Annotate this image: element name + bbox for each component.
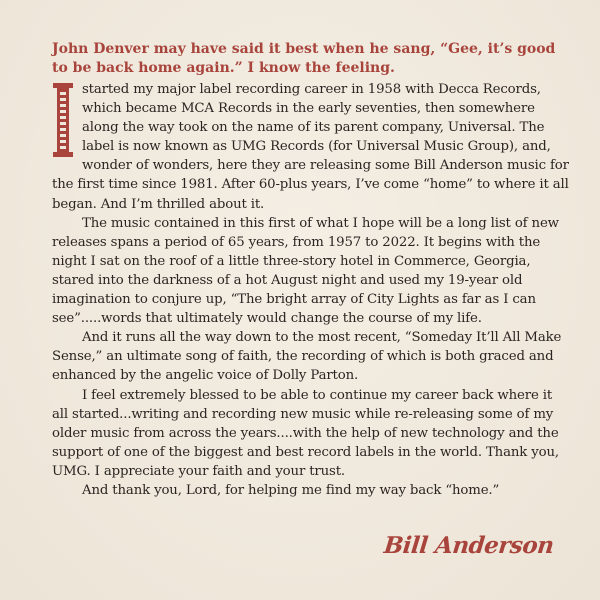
dropcap-ornament-icon: [52, 83, 74, 157]
paragraph-4: I feel extremely blessed to be able to continue my career back where it all started...writing and recording new music while re-releasing some of my older music from across the years....with the help of new technology and the support of one of the biggest and best record labels in the world. Thank you, UMG. I appreciate your faith and your trust.: [52, 387, 559, 479]
paragraph-1-text: started my major label recording career in 1958 with Decca Records, which became MCA Records in the early seventies, then somewhere along the way took on the name of its parent company, Universal. The label is now known as UMG Records (for Universal Music Group), and, wonder of wonders, here they are releasing some Bill Anderson music for the first time since 1981. After 60-plus years, I’ve come “home” to where it all began. And I’m thrilled about it.: [52, 82, 569, 212]
lead-quote: John Denver may have said it best when he sang, “Gee, it’s good to be back home again.” I know the feeling.: [52, 41, 556, 76]
letter-body: [52, 80, 572, 500]
dropcap-letter-i: [52, 83, 74, 157]
paragraph-2: The music contained in this first of what I hope will be a long list of new releases spans a period of 65 years, from 1957 to 2022. It begins with the night I sat on the roof of a little three-story hotel in Commerce, Georgia, stared into the darkness of a hot August night and used my 19-year old imagination to conjure up, “The bright array of City Lights as far as I can see”.....words that ultimately would change the course of my life.: [52, 215, 559, 327]
signature: Bill Anderson: [383, 532, 556, 559]
paragraph-5: And thank you, Lord, for helping me find my way back “home.”: [82, 482, 500, 498]
paragraph-1: [52, 80, 572, 214]
paragraph-3: And it runs all the way down to the most recent, “Someday It’ll All Make Sense,” an ultimate song of faith, the recording of which is both graced and enhanced by the angelic voice of Dolly Parton.: [52, 330, 562, 384]
